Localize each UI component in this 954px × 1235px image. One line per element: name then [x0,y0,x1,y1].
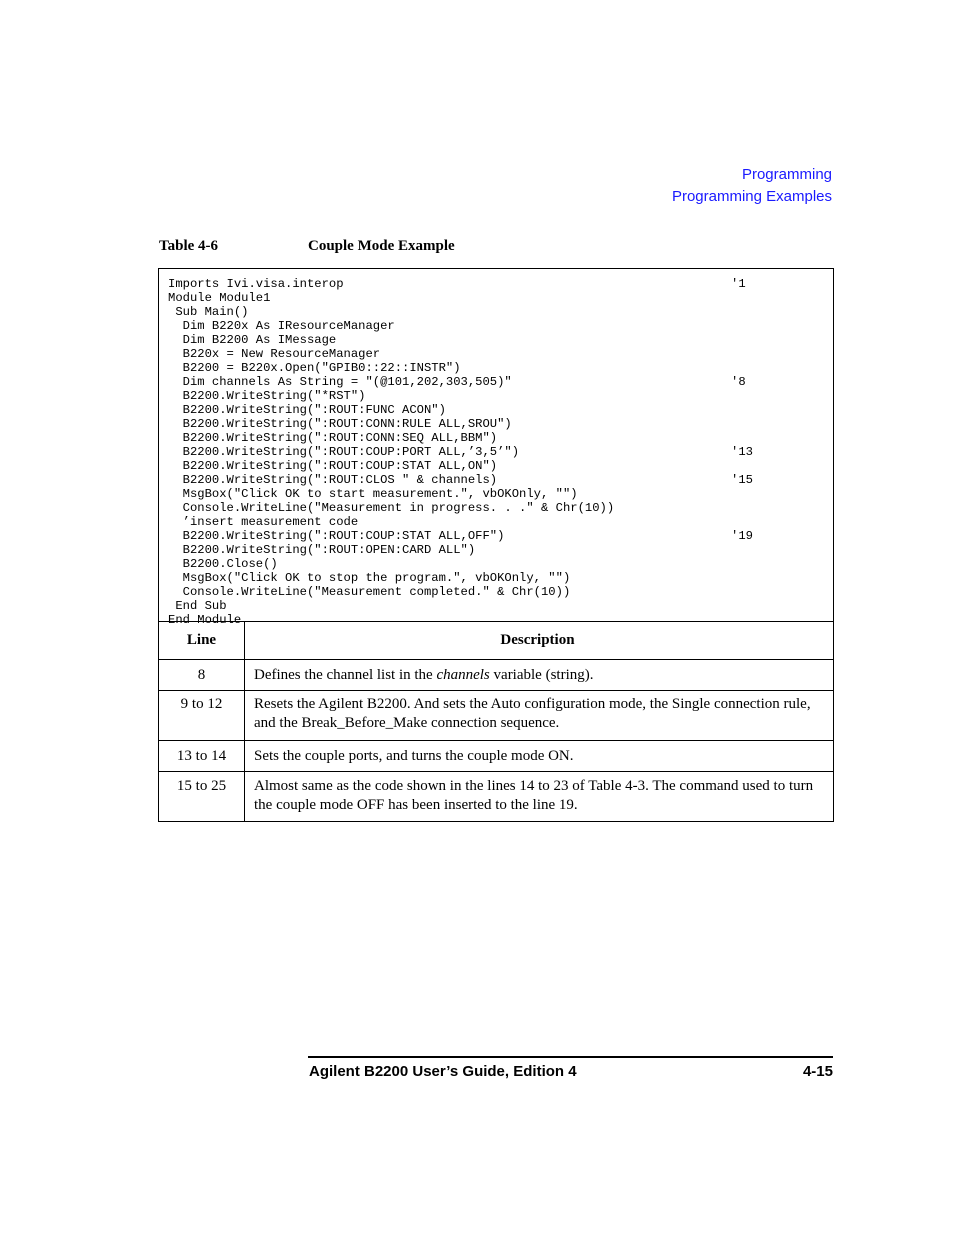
code-text: B2200.WriteString("*RST") [168,389,366,403]
code-line [168,347,833,361]
code-text: B2200.WriteString(":ROUT:FUNC ACON") [168,403,446,417]
code-text: Dim channels As String = "(@101,202,303,505)" [168,375,512,389]
code-line-number: '8 [731,375,746,389]
code-line [168,571,833,585]
code-text: B2200.WriteString(":ROUT:COUP:STAT ALL,ON") [168,459,498,473]
description-table [159,622,833,821]
code-line [168,291,833,305]
example-table [158,268,834,822]
code-text: ’insert measurement code [168,515,359,529]
description-text: Defines the channel list in the [254,666,437,683]
description-cell: Resets the Agilent B2200. And sets the Auto configuration mode, the Single connection rule, and the Break_Before_Make connection sequence. [245,691,834,741]
description-cell [245,660,834,691]
code-line [168,277,833,291]
code-line [168,319,833,333]
code-line [168,529,833,543]
code-text: End Sub [168,599,227,613]
table-row [159,741,833,772]
table-row [159,772,833,822]
column-header-line: Line [159,622,245,660]
header-subsection: Programming Examples [671,188,832,205]
code-text: MsgBox("Click OK to stop the program.", vbOKOnly, "") [168,571,571,585]
code-text: Sub Main() [168,305,249,319]
code-line [168,585,833,599]
code-line [168,543,833,557]
line-cell: 9 to 12 [159,691,245,741]
code-line [168,473,833,487]
code-line [168,403,833,417]
table-caption-number: Table 4-6 [159,238,219,254]
line-cell: 8 [159,660,245,691]
code-line-number: '13 [731,445,753,459]
code-line [168,417,833,431]
code-text: B220x = New ResourceManager [168,347,381,361]
code-text: MsgBox("Click OK to start measurement.", vbOKOnly, "") [168,487,578,501]
header-section: Programming [741,166,832,183]
code-text: B2200.WriteString(":ROUT:COUP:STAT ALL,OFF") [168,529,505,543]
code-line-number: '1 [731,277,746,291]
code-line [168,557,833,571]
code-text: B2200.WriteString(":ROUT:COUP:PORT ALL,’3,5’") [168,445,520,459]
line-cell: 15 to 25 [159,772,245,822]
table-caption-title: Couple Mode Example [308,238,455,254]
code-text: Module Module1 [168,291,271,305]
description-emphasis: channels [436,666,490,683]
code-line [168,599,833,613]
code-text: Dim B220x As IResourceManager [168,319,395,333]
code-line [168,501,833,515]
code-line [168,375,833,389]
code-text: B2200.Close() [168,557,278,571]
code-text: End Module [168,613,242,627]
page-number: 4-15 [802,1063,833,1080]
code-line [168,431,833,445]
description-cell: Almost same as the code shown in the lines 14 to 23 of Table 4-3. The command used to turn the couple mode OFF has been inserted to the line 19. [245,772,834,822]
code-text: B2200 = B220x.Open("GPIB0::22::INSTR") [168,361,461,375]
footer-title: Agilent B2200 User’s Guide, Edition 4 [309,1063,577,1080]
code-line-number: '15 [731,473,753,487]
code-line [168,445,833,459]
code-line [168,459,833,473]
code-text: Imports Ivi.visa.interop [168,277,344,291]
code-line [168,305,833,319]
code-line [168,515,833,529]
code-text: B2200.WriteString(":ROUT:OPEN:CARD ALL") [168,543,476,557]
code-text: Console.WriteLine("Measurement completed." & Chr(10)) [168,585,571,599]
code-line [168,361,833,375]
code-listing [159,269,833,627]
description-cell: Sets the couple ports, and turns the couple mode ON. [245,741,834,772]
footer-rule [308,1056,833,1058]
description-text-tail: variable (string). [489,666,594,683]
code-line [168,389,833,403]
code-text: B2200.WriteString(":ROUT:CONN:SEQ ALL,BBM") [168,431,498,445]
code-line [168,333,833,347]
table-row [159,691,833,741]
table-row [159,660,833,691]
code-line [168,487,833,501]
column-header-description: Description [500,632,575,648]
code-text: Dim B2200 As IMessage [168,333,337,347]
code-line-number: '19 [731,529,753,543]
line-cell: 13 to 14 [159,741,245,772]
code-text: Console.WriteLine("Measurement in progress. . ." & Chr(10)) [168,501,615,515]
code-text: B2200.WriteString(":ROUT:CLOS " & channels) [168,473,498,487]
code-text: B2200.WriteString(":ROUT:CONN:RULE ALL,SROU") [168,417,512,431]
